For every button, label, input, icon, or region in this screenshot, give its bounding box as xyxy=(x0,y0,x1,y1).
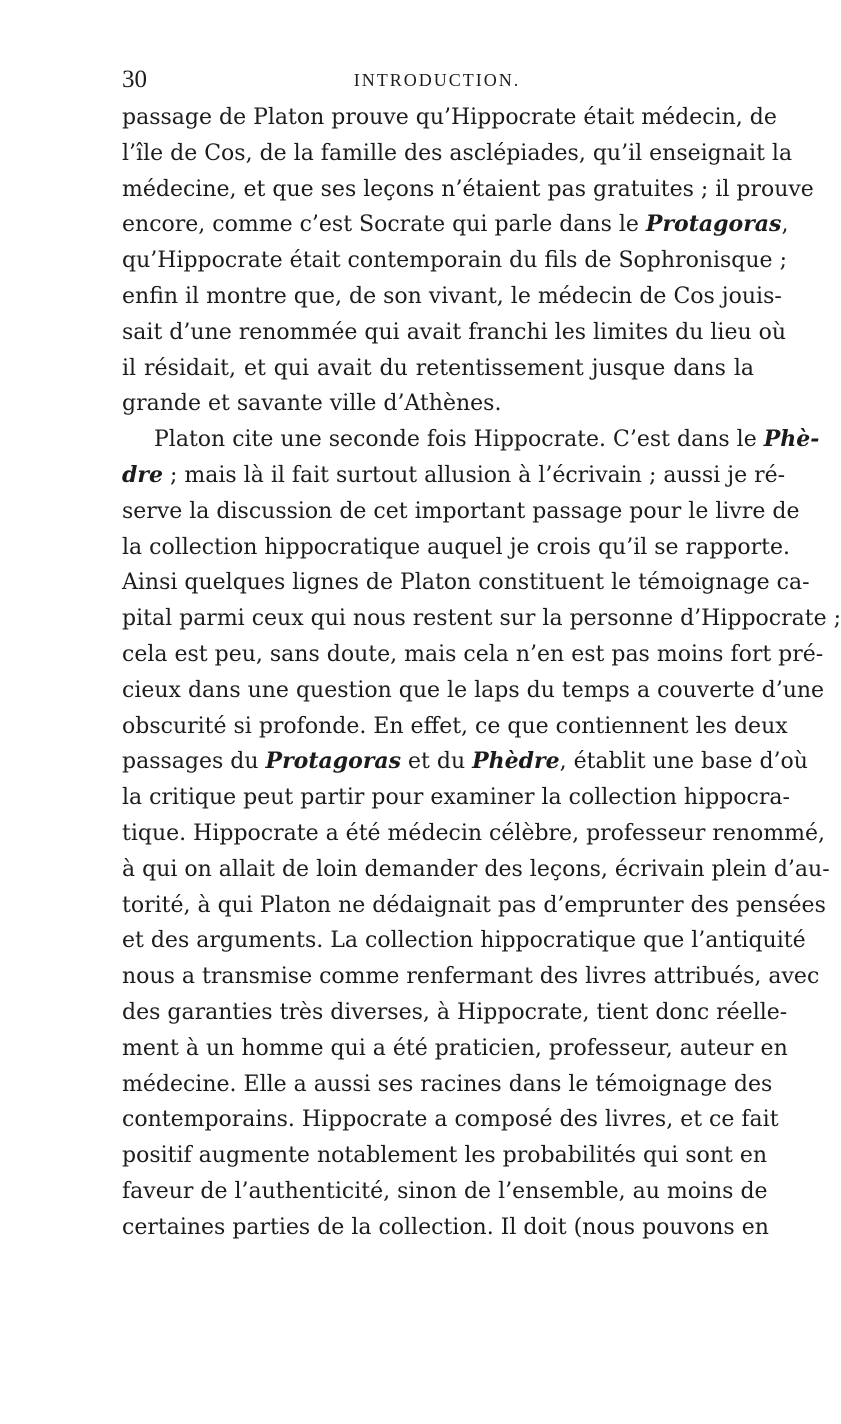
text-segment: serve la discussion de cet important passage pour le livre de xyxy=(122,498,800,524)
text-segment: , xyxy=(781,212,789,238)
text-segment: ment à un homme qui a été praticien, professeur, auteur en xyxy=(122,1035,788,1061)
text-segment: cieux dans une question que le laps du temps a couverte d’une xyxy=(122,677,825,703)
text-segment: contemporains. Hippocrate a composé des livres, et ce fait xyxy=(122,1107,779,1133)
text-line xyxy=(122,1174,768,1210)
text-segment: positif augmente notablement les probabilités qui sont en xyxy=(122,1143,768,1169)
text-line xyxy=(122,351,754,387)
page-number: 30 xyxy=(122,66,147,93)
text-segment: médecine, et que ses leçons n’étaient pas gratuites ; il prouve xyxy=(122,176,814,202)
text-line xyxy=(122,136,793,172)
text-line xyxy=(122,530,790,566)
text-segment: cela est peu, sans doute, mais cela n’en est pas moins fort pré- xyxy=(122,641,824,667)
text-line xyxy=(122,458,786,494)
text-segment: obscurité si profonde. En effet, ce que contiennent les deux xyxy=(122,713,788,739)
text-line xyxy=(122,315,787,351)
text-line xyxy=(122,1067,773,1103)
text-segment: et du xyxy=(401,749,473,775)
text-segment: à qui on allait de loin demander des leçons, écrivain plein d’au- xyxy=(122,856,830,882)
text-segment: passage de Platon prouve qu’Hippocrate était médecin, de xyxy=(122,105,777,130)
text-segment: enfin il montre que, de son vivant, le médecin de Cos jouis- xyxy=(122,283,782,309)
text-segment: pital parmi ceux qui nous restent sur la personne d’Hippocrate ; xyxy=(122,606,841,632)
text-segment: tique. Hippocrate a été médecin célèbre, professeur renommé, xyxy=(122,820,826,846)
text-segment: torité, à qui Platon ne dédaignait pas d’emprunter des pensées xyxy=(122,892,826,918)
text-line xyxy=(122,995,788,1031)
text-segment: Ainsi quelques lignes de Platon constituent le témoignage ca- xyxy=(122,570,810,596)
text-segment: l’île de Cos, de la famille des asclépiades, qu’il enseignait la xyxy=(122,140,793,166)
text-segment: passages du xyxy=(122,749,266,775)
text-segment: ; mais là il fait surtout allusion à l’écrivain ; aussi je ré- xyxy=(162,462,786,488)
text-line xyxy=(122,959,820,995)
text-line xyxy=(122,923,806,959)
text-segment: médecine. Elle a aussi ses racines dans le témoignage des xyxy=(122,1071,773,1097)
text-line xyxy=(122,1102,779,1138)
italic-title: dre xyxy=(122,461,163,488)
text-line xyxy=(122,243,787,279)
text-segment: faveur de l’authenticité, sinon de l’ensemble, au moins de xyxy=(122,1178,768,1204)
running-head xyxy=(122,64,752,96)
text-line xyxy=(122,565,810,601)
text-line xyxy=(122,637,824,673)
text-segment: il résidait, et qui avait du retentissement jusque dans la xyxy=(122,355,754,381)
text-segment: la collection hippocratique auquel je crois qu’il se rapporte. xyxy=(122,534,790,560)
running-title: INTRODUCTION. xyxy=(353,70,521,90)
text-segment: grande et savante ville d’Athènes. xyxy=(122,391,502,417)
text-segment: des garanties très diverses, à Hippocrate, tient donc réelle- xyxy=(122,999,788,1025)
text-line xyxy=(122,1031,788,1067)
italic-title: Protagoras xyxy=(265,748,402,775)
text-segment: certaines parties de la collection. Il doit (nous pouvons en xyxy=(122,1214,769,1240)
text-line xyxy=(122,100,777,136)
text-line xyxy=(122,601,841,637)
text-line xyxy=(122,673,825,709)
text-line xyxy=(122,888,826,924)
text-line xyxy=(122,780,790,816)
italic-title: Phèdre xyxy=(472,748,560,775)
text-segment: Platon cite une seconde fois Hippocrate. C’est dans le xyxy=(154,427,764,453)
text-line xyxy=(122,1138,768,1174)
text-segment: encore, comme c’est Socrate qui parle dans le xyxy=(122,212,646,238)
text-line xyxy=(122,422,820,458)
text-segment: qu’Hippocrate était contemporain du fils de Sophronisque ; xyxy=(122,248,787,274)
text-segment: sait d’une renommée qui avait franchi les limites du lieu où xyxy=(122,319,787,345)
italic-title: Phè- xyxy=(763,426,820,453)
text-segment: et des arguments. La collection hippocratique que l’antiquité xyxy=(122,928,806,954)
text-line xyxy=(122,816,826,852)
text-segment: la critique peut partir pour examiner la collection hippocra- xyxy=(122,785,790,811)
text-line xyxy=(122,852,830,888)
text-line xyxy=(122,386,754,422)
body-text xyxy=(122,100,841,1246)
text-line xyxy=(122,207,789,243)
italic-title: Protagoras xyxy=(645,211,782,238)
text-line xyxy=(122,1210,769,1246)
text-line xyxy=(122,494,800,530)
text-segment: , établit une base d’où xyxy=(559,749,808,775)
text-segment: nous a transmise comme renfermant des livres attribués, avec xyxy=(122,964,820,990)
text-line xyxy=(122,709,788,745)
text-line xyxy=(122,744,808,780)
text-line xyxy=(122,172,814,208)
text-line xyxy=(122,279,782,315)
